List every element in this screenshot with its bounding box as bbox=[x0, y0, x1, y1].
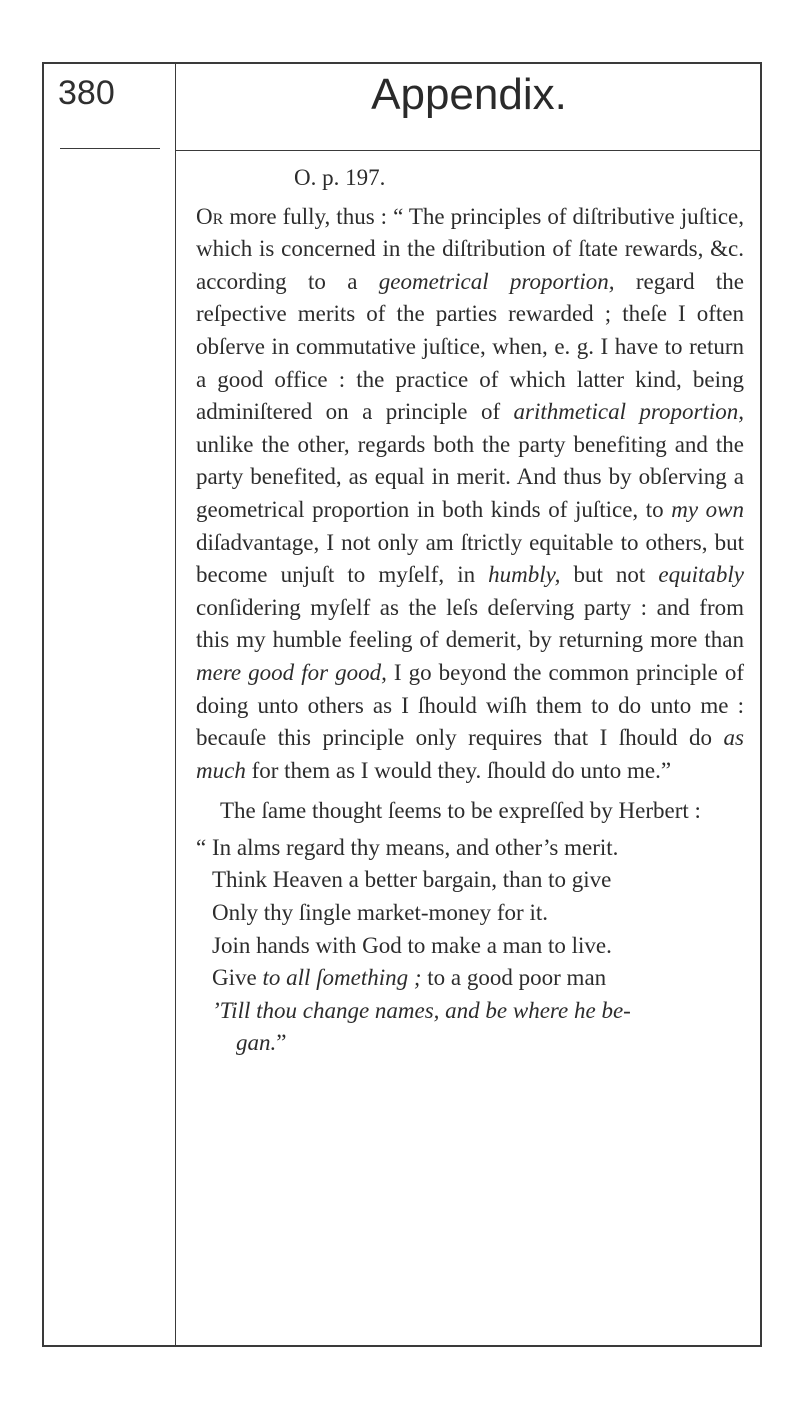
italic-run: mere good for good, bbox=[196, 659, 387, 685]
header-rule-right bbox=[176, 150, 762, 151]
drop-word: Or bbox=[196, 203, 224, 229]
text-run: more fully, thus : “ The principles of diſtributive juſtice, which is concerned in the diſtribution of ſtate rewards, &c. according to a bbox=[196, 203, 744, 294]
italic-run: to all ſomething ; bbox=[262, 965, 422, 991]
poem-line bbox=[196, 962, 744, 995]
header-rule-left bbox=[60, 148, 160, 149]
italic-run: equitably bbox=[658, 562, 744, 588]
running-head: Appendix. bbox=[371, 70, 567, 119]
text-run: Give bbox=[212, 965, 263, 991]
page-number: 380 bbox=[58, 74, 115, 112]
italic-run: humbly, bbox=[488, 562, 561, 588]
text-run: ” bbox=[276, 1030, 287, 1056]
text-run: regard the reſpective merits of the parties rewarded ; theſe I often obſerve in commutative juſtice, when, e. g. I have to return a good office : the practice of which latter kind, being adminiſtered on a principle of bbox=[196, 268, 744, 425]
paragraph-distributive-justice bbox=[196, 201, 744, 788]
text-run: conſidering myſelf as the leſs deſerving party : and from this my humble feeling of demerit, by returning more than bbox=[196, 594, 744, 653]
poem-line: Join hands with God to make a man to live. bbox=[212, 932, 612, 958]
poem-line: “ In alms regard thy means, and other’s merit. bbox=[196, 834, 619, 860]
italic-run: geometrical proportion, bbox=[378, 268, 615, 294]
poem-line bbox=[196, 1027, 744, 1060]
italic-run: my own bbox=[671, 496, 744, 522]
poem-line bbox=[196, 995, 744, 1028]
margin-column-divider bbox=[175, 62, 176, 1347]
herbert-poem-quote bbox=[196, 832, 744, 1060]
italic-run: arithmetical proportion, bbox=[513, 399, 744, 425]
poem-line: Only thy ſingle market-money for it. bbox=[212, 900, 548, 926]
italic-run: as much bbox=[196, 725, 744, 783]
page-body bbox=[196, 162, 744, 1060]
italic-run: ’Till thou change names, and be where he be- bbox=[212, 997, 631, 1023]
italic-run: gan. bbox=[236, 1030, 277, 1056]
text-run: for them as I would they. ſhould do unto me.” bbox=[245, 757, 672, 783]
poem-line: Think Heaven a better bargain, than to give bbox=[212, 867, 612, 893]
text-run: unlike the other, regards both the party benefiting and the party benefited, as equal in merit. And thus by obſerving a geometrical proportion in both kinds of juſtice, to bbox=[196, 431, 744, 522]
section-subhead: O. p. 197. bbox=[294, 165, 386, 190]
text-run: diſadvantage, I not only am ſtrictly equitable to others, but become unjuſt to myſelf, in bbox=[196, 529, 744, 588]
text-run: to a good poor man bbox=[421, 965, 607, 991]
paragraph-herbert-intro: The ſame thought ſeems to be expreſſed by Herbert : bbox=[220, 798, 701, 824]
text-run: but not bbox=[560, 562, 659, 588]
text-run: I go beyond the common principle of doing unto others as I ſhould wiſh them to do unto me : becauſe this principle only requires that I ſhould do bbox=[196, 659, 744, 751]
